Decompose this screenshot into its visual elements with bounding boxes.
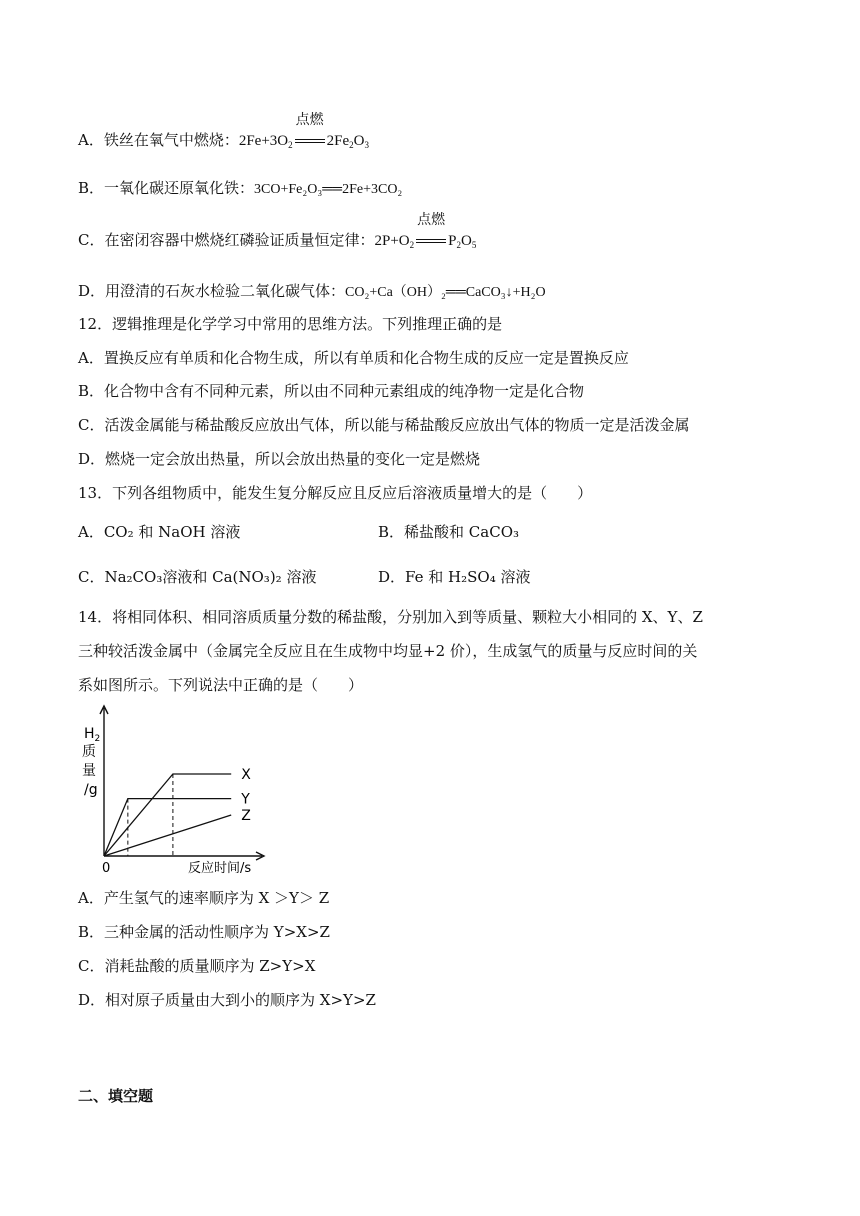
q12-stem: 12．逻辑推理是化学学习中常用的思维方法。下列推理正确的是 xyxy=(78,315,503,333)
section-heading: 二、填空题 xyxy=(78,1087,154,1105)
q14-stem-line1: 14．将相同体积、相同溶质质量分数的稀盐酸，分别加入到等质量、颗粒大小相同的 X、Y、Z xyxy=(78,608,703,626)
lhs-text: 2Fe+3O xyxy=(238,133,289,149)
lhs-text: 2P+O xyxy=(374,233,410,249)
chart-layer xyxy=(100,706,264,860)
series-line-y xyxy=(104,799,231,856)
q14-option-d: D．相对原子质量由大到小的顺序为 X>Y>Z xyxy=(78,991,376,1009)
equation: CO₂+Ca（OH）₂══CaCO₃↓+H₂O xyxy=(345,285,546,300)
origin-label: 0 xyxy=(102,861,111,876)
option-label: C．在密闭容器中燃烧红磷验证质量恒定律： xyxy=(78,231,375,249)
equation-lhs xyxy=(374,233,414,249)
y-axis-label-line1: $H_2$ xyxy=(84,726,101,744)
q13-option-b: B．稀盐酸和 CaCO₃ xyxy=(378,523,519,541)
hydrogen-mass-chart xyxy=(80,700,280,880)
y-axis-label-line3: 量 xyxy=(82,763,96,779)
subscript: 3 xyxy=(364,140,369,150)
q13-option-c: C．Na₂CO₃溶液和 Ca(NO₃)₂ 溶液 xyxy=(78,568,317,586)
equals-bar xyxy=(295,139,325,143)
q11-option-b xyxy=(78,178,402,200)
equation-rhs xyxy=(327,133,369,149)
y-axis-label-line2: 质 xyxy=(82,744,96,760)
subscript: 2 xyxy=(349,140,354,150)
option-label: B．一氧化碳还原氧化铁： xyxy=(78,179,255,197)
reaction-condition xyxy=(295,112,325,150)
series-label-x: X xyxy=(241,767,251,783)
rhs-text: 2Fe xyxy=(326,133,350,149)
q14-option-a: A．产生氢气的速率顺序为 X ＞Y＞ Z xyxy=(78,889,330,907)
q12-option-a: A．置换反应有单质和化合物生成，所以有单质和化合物生成的反应一定是置换反应 xyxy=(78,349,629,367)
rhs-text: P xyxy=(448,233,457,249)
rhs-text: O xyxy=(460,233,472,249)
condition-text: 点燃 xyxy=(295,112,324,128)
condition-text: 点燃 xyxy=(417,212,446,228)
series-label-y: Y xyxy=(241,791,250,808)
q12-option-c: C．活泼金属能与稀盐酸反应放出气体，所以能与稀盐酸反应放出气体的物质一定是活泼金属 xyxy=(78,416,690,434)
equals-bar xyxy=(416,239,446,243)
q12-option-b: B．化合物中含有不同种元素，所以由不同种元素组成的纯净物一定是化合物 xyxy=(78,382,585,400)
y-axis-label-line4: /g xyxy=(84,782,98,798)
option-label: D．用澄清的石灰水检验二氧化碳气体： xyxy=(78,282,346,300)
series-line-z xyxy=(104,815,231,856)
q14-stem-line2: 三种较活泼金属中（金属完全反应且在生成物中均显+2 价），生成氢气的质量与反应时间的关 xyxy=(78,642,698,660)
option-label: A．铁丝在氧气中燃烧： xyxy=(78,131,239,149)
q13-option-a: A．CO₂ 和 NaOH 溶液 xyxy=(78,523,241,541)
q14-option-c: C．消耗盐酸的质量顺序为 Z>Y>X xyxy=(78,957,316,975)
equation-rhs xyxy=(448,233,476,249)
q11-option-a xyxy=(78,112,369,155)
subscript: 2 xyxy=(288,140,293,150)
q14-option-b: B．三种金属的活动性顺序为 Y>X>Z xyxy=(78,923,330,941)
rhs-text: O xyxy=(353,133,365,149)
subscript: 2 xyxy=(456,240,461,250)
series-line-x xyxy=(104,774,231,856)
q13-option-d: D．Fe 和 H₂SO₄ 溶液 xyxy=(378,568,531,586)
subscript: 5 xyxy=(471,240,477,250)
x-axis-label: 反应时间/s xyxy=(188,861,252,876)
q14-stem-line3: 系如图所示。下列说法中正确的是（ ） xyxy=(78,676,364,694)
subscript: 2 xyxy=(409,240,415,250)
equation: 3CO+Fe₂O₃══2Fe+3CO₂ xyxy=(254,182,403,197)
equation-lhs xyxy=(239,133,293,149)
series-label-z: Z xyxy=(241,808,251,824)
q13-stem: 13．下列各组物质中，能发生复分解反应且反应后溶液质量增大的是（ ） xyxy=(78,484,593,502)
reaction-condition xyxy=(416,212,446,250)
q11-option-c xyxy=(78,212,477,255)
q11-option-d xyxy=(78,281,546,303)
q12-option-d: D．燃烧一定会放出热量，所以会放出热量的变化一定是燃烧 xyxy=(78,450,481,468)
